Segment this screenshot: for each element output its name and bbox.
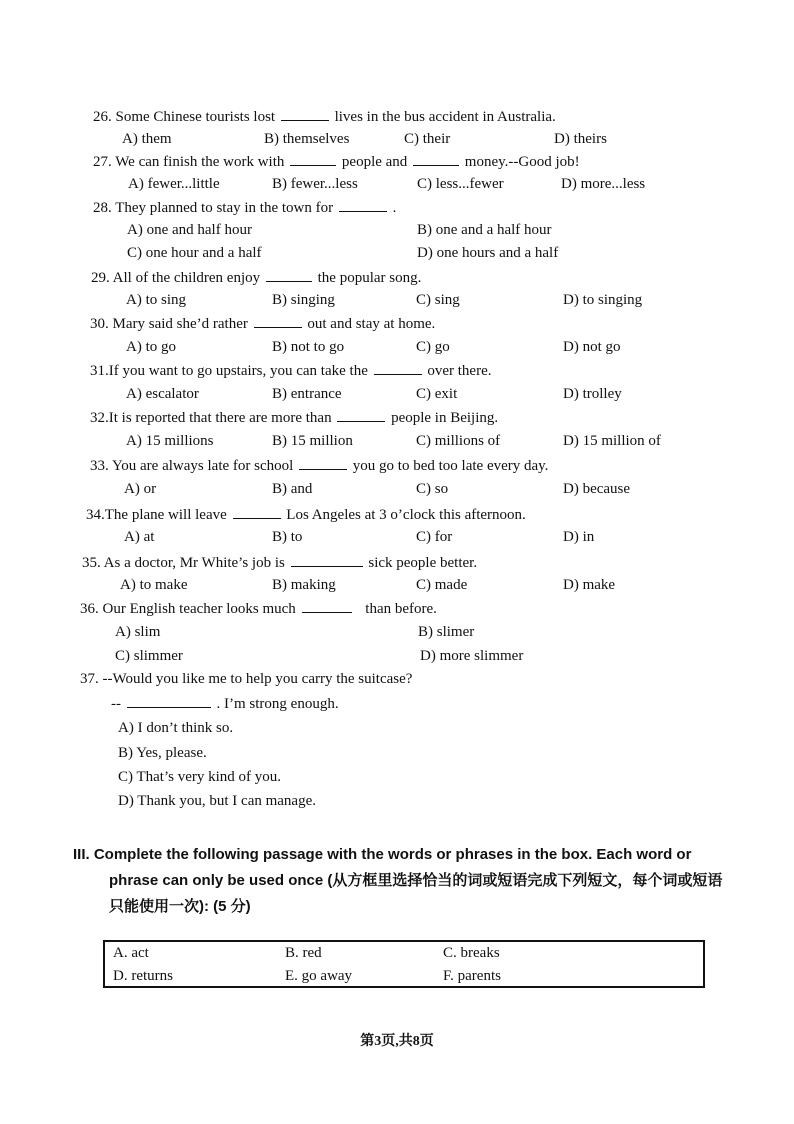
- word-option-b: B. red: [285, 945, 322, 961]
- option-b[interactable]: B) themselves: [264, 131, 350, 147]
- option-b[interactable]: B) and: [272, 481, 313, 497]
- question-text: 28. They planned to stay in the town for: [93, 200, 334, 216]
- answer-blank[interactable]: [254, 315, 302, 328]
- options-28-row1: [127, 222, 687, 244]
- question-33: [90, 457, 548, 475]
- question-text: 29. All of the children enjoy: [91, 270, 261, 286]
- option-d[interactable]: D) because: [563, 481, 631, 497]
- option-a[interactable]: A) fewer...little: [128, 176, 220, 192]
- question-text: money.--Good job!: [464, 154, 580, 170]
- question-37-reply: [111, 695, 339, 713]
- question-34: [86, 506, 526, 524]
- option-c[interactable]: C) slimmer: [115, 648, 183, 664]
- section-3-line2: phrase can only be used once (从方框里选择恰当的词或短语完成下列短文，每个词或短语: [109, 872, 723, 889]
- answer-blank[interactable]: [299, 457, 347, 470]
- answer-blank[interactable]: [127, 695, 211, 708]
- options-33: [124, 481, 684, 503]
- option-b[interactable]: B) entrance: [272, 386, 342, 402]
- question-32: [90, 409, 498, 427]
- question-text: sick people better.: [368, 555, 478, 571]
- option-d[interactable]: D) make: [563, 577, 616, 593]
- question-text: lives in the bus accident in Australia.: [334, 109, 556, 125]
- question-text: over there.: [427, 363, 492, 379]
- question-27: [93, 153, 580, 171]
- section-3-instructions: [73, 842, 733, 920]
- option-c[interactable]: C) That’s very kind of you.: [118, 769, 282, 785]
- reply-text: . I’m strong enough.: [216, 696, 339, 712]
- option-a[interactable]: A) escalator: [126, 386, 199, 402]
- options-27: [128, 176, 688, 198]
- options-26: [122, 131, 682, 153]
- question-text: 26. Some Chinese tourists lost: [93, 109, 276, 125]
- options-35: [120, 577, 680, 599]
- option-a[interactable]: A) slim: [115, 624, 161, 640]
- option-c[interactable]: C) go: [416, 339, 450, 355]
- option-a[interactable]: A) or: [124, 481, 157, 497]
- option-b[interactable]: B) fewer...less: [272, 176, 358, 192]
- option-d[interactable]: D) trolley: [563, 386, 622, 402]
- option-a[interactable]: A) to sing: [126, 292, 186, 308]
- question-text: the popular song.: [317, 270, 422, 286]
- option-d[interactable]: D) one hours and a half: [417, 245, 559, 261]
- option-a[interactable]: A) I don’t think so.: [118, 720, 234, 736]
- question-text: 27. We can finish the work with: [93, 154, 285, 170]
- question-29: [91, 269, 421, 287]
- option-a[interactable]: A) them: [122, 131, 172, 147]
- options-32: [126, 433, 686, 455]
- word-box: [103, 940, 705, 988]
- answer-blank[interactable]: [291, 554, 363, 567]
- question-text: 33. You are always late for school: [90, 458, 294, 474]
- question-text: than before.: [365, 601, 437, 617]
- option-c[interactable]: C) their: [404, 131, 451, 147]
- option-a[interactable]: A) to make: [120, 577, 188, 593]
- option-d[interactable]: D) theirs: [554, 131, 607, 147]
- reply-dash: --: [111, 696, 121, 712]
- word-option-a: A. act: [113, 945, 149, 961]
- answer-blank[interactable]: [374, 362, 422, 375]
- page-number: 第3页,共8页: [360, 1034, 434, 1049]
- question-text: 34.The plane will leave: [86, 507, 227, 523]
- option-a[interactable]: A) one and half hour: [127, 222, 252, 238]
- word-option-d: D. returns: [113, 968, 173, 984]
- option-b[interactable]: B) making: [272, 577, 336, 593]
- option-d[interactable]: D) in: [563, 529, 595, 545]
- option-b[interactable]: B) not to go: [272, 339, 345, 355]
- question-35: [82, 554, 477, 572]
- option-b[interactable]: B) singing: [272, 292, 335, 308]
- option-b[interactable]: B) Yes, please.: [118, 745, 207, 761]
- question-37: [80, 671, 412, 688]
- option-d[interactable]: D) 15 million of: [563, 433, 661, 449]
- option-c[interactable]: C) for: [416, 529, 453, 545]
- question-text: Los Angeles at 3 o’clock this afternoon.: [286, 507, 526, 523]
- question-text: people and: [341, 154, 408, 170]
- option-b[interactable]: B) 15 million: [272, 433, 353, 449]
- option-c[interactable]: C) one hour and a half: [127, 245, 262, 261]
- question-text: you go to bed too late every day.: [352, 458, 549, 474]
- word-option-f: F. parents: [443, 968, 501, 984]
- section-3-line1: III. Complete the following passage with the words or phrases in the box. Each word or: [73, 846, 692, 863]
- word-option-c: C. breaks: [443, 945, 500, 961]
- question-36: [80, 600, 437, 618]
- section-3-line3: 只能使用一次): (5 分): [109, 898, 251, 915]
- option-d[interactable]: D) to singing: [563, 292, 643, 308]
- answer-blank[interactable]: [290, 153, 336, 166]
- option-c[interactable]: C) sing: [416, 292, 460, 308]
- option-d[interactable]: D) more slimmer: [420, 648, 524, 664]
- options-29: [126, 292, 686, 314]
- question-text: 31.If you want to go upstairs, you can take the: [90, 363, 368, 379]
- options-36-row2: [115, 648, 675, 670]
- options-31: [126, 386, 686, 408]
- option-b[interactable]: B) one and a half hour: [417, 222, 552, 238]
- question-text: 37. --Would you like me to help you carry the suitcase?: [80, 671, 413, 687]
- question-30: [90, 315, 435, 333]
- answer-blank[interactable]: [233, 506, 281, 519]
- question-text: 35. As a doctor, Mr White’s job is: [82, 555, 285, 571]
- question-text: 36. Our English teacher looks much: [80, 601, 296, 617]
- question-text: 32.It is reported that there are more than: [90, 410, 332, 426]
- question-text: out and stay at home.: [307, 316, 436, 332]
- options-34: [124, 529, 684, 551]
- answer-blank[interactable]: [339, 199, 387, 212]
- question-31: [90, 362, 492, 380]
- word-option-e: E. go away: [285, 968, 353, 984]
- answer-blank[interactable]: [266, 269, 312, 282]
- question-text: .: [392, 200, 397, 216]
- option-b[interactable]: B) slimer: [418, 624, 475, 640]
- question-text: 30. Mary said she’d rather: [90, 316, 248, 332]
- answer-blank[interactable]: [413, 153, 459, 166]
- option-c[interactable]: C) so: [416, 481, 449, 497]
- option-d[interactable]: D) Thank you, but I can manage.: [118, 793, 316, 809]
- question-text: people in Beijing.: [391, 410, 499, 426]
- option-a[interactable]: A) to go: [126, 339, 176, 355]
- option-c[interactable]: C) exit: [416, 386, 458, 402]
- option-b[interactable]: B) to: [272, 529, 303, 545]
- option-c[interactable]: C) made: [416, 577, 468, 593]
- option-c[interactable]: C) less...fewer: [417, 176, 504, 192]
- option-d[interactable]: D) not go: [563, 339, 621, 355]
- options-30: [126, 339, 686, 361]
- option-a[interactable]: A) 15 millions: [126, 433, 214, 449]
- option-c[interactable]: C) millions of: [416, 433, 501, 449]
- option-a[interactable]: A) at: [124, 529, 155, 545]
- option-d[interactable]: D) more...less: [561, 176, 646, 192]
- options-36-row1: [115, 624, 675, 646]
- answer-blank[interactable]: [337, 409, 385, 422]
- options-28-row2: [127, 245, 687, 267]
- question-26: [93, 108, 556, 126]
- answer-blank[interactable]: [281, 108, 329, 121]
- question-28: [93, 199, 396, 217]
- answer-blank[interactable]: [302, 600, 352, 613]
